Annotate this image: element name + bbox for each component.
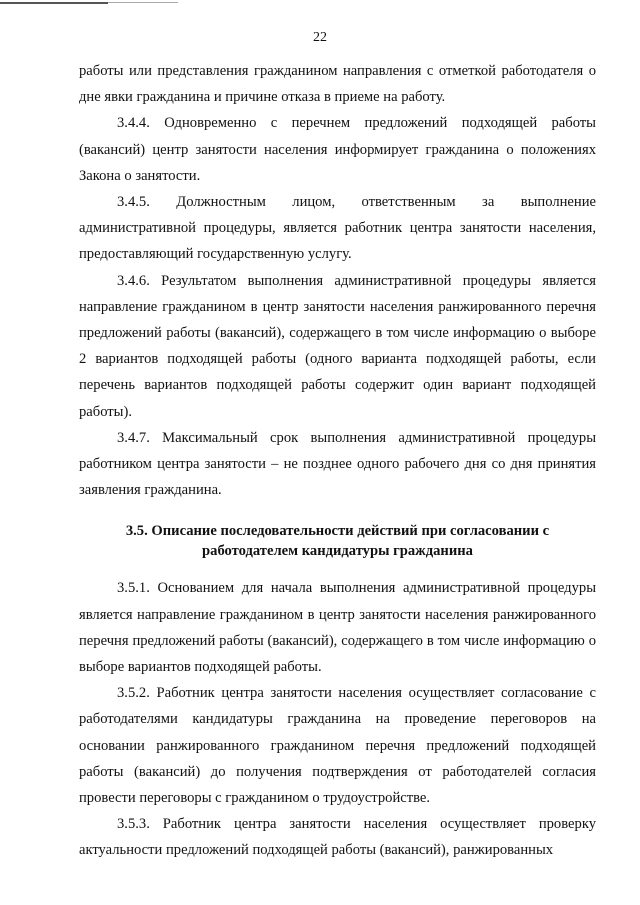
scan-edge-line-faint — [108, 2, 178, 3]
paragraph-3-5-3: 3.5.3. Работник центра занятости населения осуществляет проверку актуальности предложений подходящей работы (вакансий), ранжированных — [79, 816, 596, 859]
paragraph-3-4-5: 3.4.5. Должностным лицом, ответственным за выполнение административной процедуры, является работник центра занятости населения, предоставляющий государственную услугу. — [79, 194, 596, 263]
document-body — [79, 58, 596, 864]
paragraph-3-5-1: 3.5.1. Основанием для начала выполнения административной процедуры является направление гражданином в центр занятости населения ранжированного перечня предложений работы (вакансий), содержащего в том числе информацию о выборе вариантов подходящей работы. — [79, 580, 596, 676]
paragraph-3-4-7: 3.4.7. Максимальный срок выполнения административной процедуры работником центра занятости – не позднее одного рабочего дня со дня принятия заявления гражданина. — [79, 429, 596, 499]
paragraph-3-4-6: 3.4.6. Результатом выполнения административной процедуры является направление гражданином в центр занятости населения ранжированного перечня предложений работы (вакансий), содержащего в том числе информацию о выборе 2 вариантов подходящей работы (одного варианта подходящей работы, если перечень вариантов подходящей работы содержит один вариант подходящей работы). — [79, 272, 596, 420]
paragraph-3-4-4: 3.4.4. Одновременно с перечнем предложений подходящей работы (вакансий) центр занятости населения информирует гражданина о положениях Закона о занятости. — [79, 115, 596, 184]
section-heading: 3.5. Описание последовательности действий при согласовании с работодателем кандидатуры гражданина — [125, 523, 550, 560]
page-number: 22 — [313, 30, 327, 45]
paragraph-3-5-2: 3.5.2. Работник центра занятости населения осуществляет согласование с работодателями кандидатуры гражданина на проведение переговоров на основании ранжированного гражданином перечня предложений подходящей работы (вакансий) до получения подтверждения от работодателей согласия провести переговоры с гражданином о трудоустройстве. — [79, 685, 596, 807]
paragraph-continuation: работы или представления гражданином направления с отметкой работодателя о дне явки гражданина и причине отказа в приеме на работу. — [79, 63, 596, 106]
scan-edge-line — [0, 2, 108, 4]
